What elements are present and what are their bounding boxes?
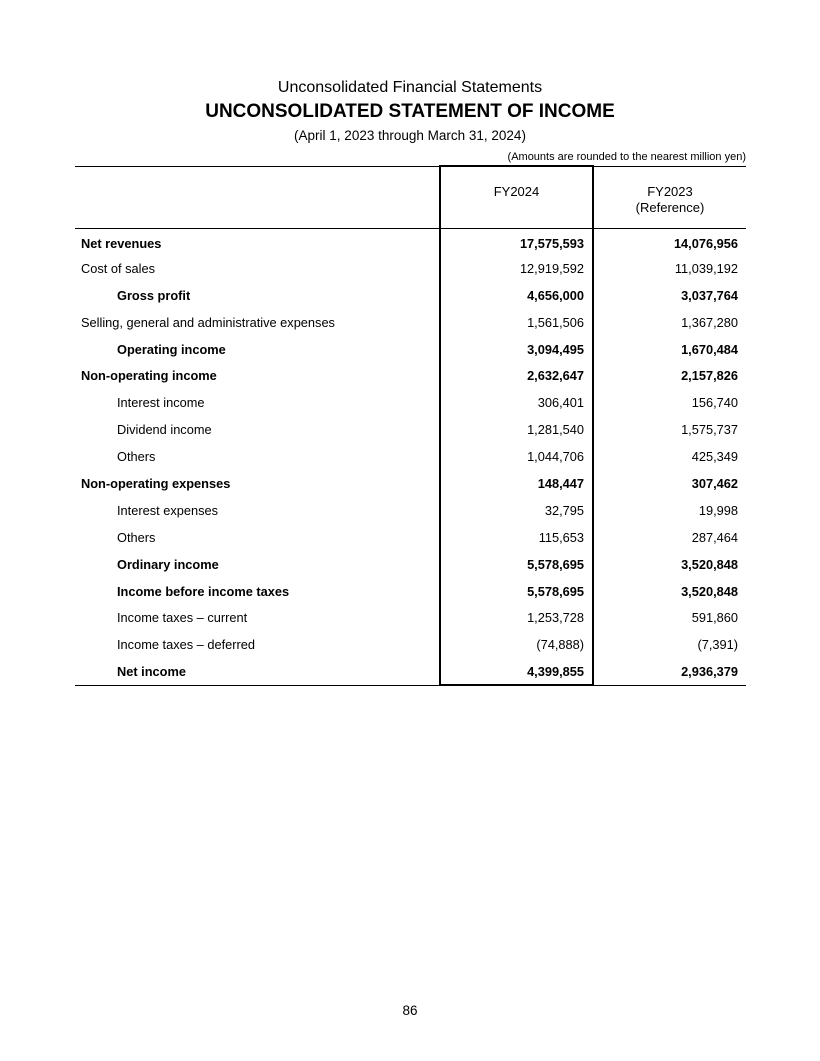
row-label: Others [117, 529, 156, 545]
units-note: (Amounts are rounded to the nearest million yen) [507, 151, 746, 163]
table-row [75, 255, 746, 282]
table-row [75, 282, 746, 309]
reporting-period: (April 1, 2023 through March 31, 2024) [294, 128, 526, 143]
fy2023-value: 287,464 [691, 529, 738, 545]
fy2024-value: 4,399,855 [440, 658, 593, 685]
table-row [75, 336, 746, 363]
table-row [75, 389, 746, 416]
fy2023-value: 1,575,737 [681, 422, 738, 438]
fy2024-value: 1,253,728 [440, 604, 593, 631]
table-row [75, 524, 746, 551]
income-statement-table-container [75, 165, 746, 686]
fy2023-value: 14,076,956 [673, 235, 738, 251]
fy2024-value: 32,795 [440, 497, 593, 524]
table-row [75, 228, 746, 255]
table-row [75, 470, 746, 497]
table-header-row [75, 166, 746, 228]
fy2023-value: (7,391) [697, 637, 738, 653]
column-header-fy2024-label: FY2024 [493, 184, 540, 199]
column-header-fy2024 [440, 166, 593, 228]
fy2024-value: 4,656,000 [440, 282, 593, 309]
fy2024-value: 1,281,540 [440, 416, 593, 443]
column-header-fy2023-label: FY2023 [647, 183, 693, 199]
fy2024-value: 5,578,695 [440, 578, 593, 605]
fy2023-value: 19,998 [698, 502, 738, 518]
fy2024-value: 17,575,593 [440, 228, 593, 255]
fy2023-value: 11,039,192 [674, 260, 738, 276]
table-row [75, 497, 746, 524]
row-label: Net revenues [81, 235, 162, 251]
fy2023-value: 2,936,379 [593, 658, 746, 685]
row-label: Income taxes – current [117, 610, 248, 626]
fy2023-value: 1,367,280 [681, 314, 738, 330]
fy2024-value: 1,561,506 [440, 309, 593, 336]
fy2023-value: 1,670,484 [681, 341, 738, 357]
row-label: Operating income [117, 341, 226, 357]
table-row [75, 631, 746, 658]
fy2024-value: 1,044,706 [440, 443, 593, 470]
document-subtitle: Unconsolidated Financial Statements [277, 79, 543, 96]
column-header-fy2023-reference: (Reference) [635, 199, 705, 215]
row-label: Non-operating expenses [81, 475, 231, 491]
fy2023-value: 2,157,826 [681, 368, 738, 384]
table-row [75, 416, 746, 443]
fy2024-value: 115,653 [440, 524, 593, 551]
income-statement-table [75, 165, 746, 686]
table-row [75, 658, 746, 685]
fy2023-value: 3,037,764 [681, 287, 738, 303]
fy2024-value: 148,447 [440, 470, 593, 497]
fy2024-value: 306,401 [440, 389, 593, 416]
table-row [75, 362, 746, 389]
row-label: Income taxes – deferred [117, 637, 255, 653]
row-label: Selling, general and administrative expenses [81, 314, 335, 330]
row-label: Gross profit [117, 287, 191, 303]
fy2024-value: 12,919,592 [440, 255, 593, 282]
row-label: Non-operating income [81, 368, 217, 384]
fy2024-value: 5,578,695 [440, 551, 593, 578]
fy2023-value: 3,520,848 [681, 583, 738, 599]
column-header-item [75, 166, 440, 228]
row-label: Interest expenses [117, 502, 219, 518]
fy2023-value: 591,860 [691, 610, 738, 626]
fy2024-value: 3,094,495 [440, 336, 593, 363]
row-label: Interest income [117, 395, 205, 411]
row-label: Dividend income [117, 422, 212, 438]
row-label: Income before income taxes [117, 583, 290, 599]
fy2023-value: 156,740 [691, 395, 738, 411]
row-label: Net income [75, 658, 440, 685]
row-label: Others [117, 449, 156, 465]
table-row [75, 309, 746, 336]
table-row [75, 443, 746, 470]
table-row [75, 604, 746, 631]
table-row [75, 578, 746, 605]
fy2024-value: 2,632,647 [440, 362, 593, 389]
column-header-fy2023 [593, 166, 746, 228]
row-label: Ordinary income [117, 556, 219, 572]
row-label: Cost of sales [81, 260, 155, 276]
fy2023-value: 307,462 [691, 475, 738, 491]
fy2023-value: 3,520,848 [681, 556, 738, 572]
statement-title: UNCONSOLIDATED STATEMENT OF INCOME [205, 101, 615, 122]
table-row [75, 551, 746, 578]
fy2024-value: (74,888) [440, 631, 593, 658]
page-number: 86 [402, 1003, 418, 1018]
fy2023-value: 425,349 [691, 449, 738, 465]
